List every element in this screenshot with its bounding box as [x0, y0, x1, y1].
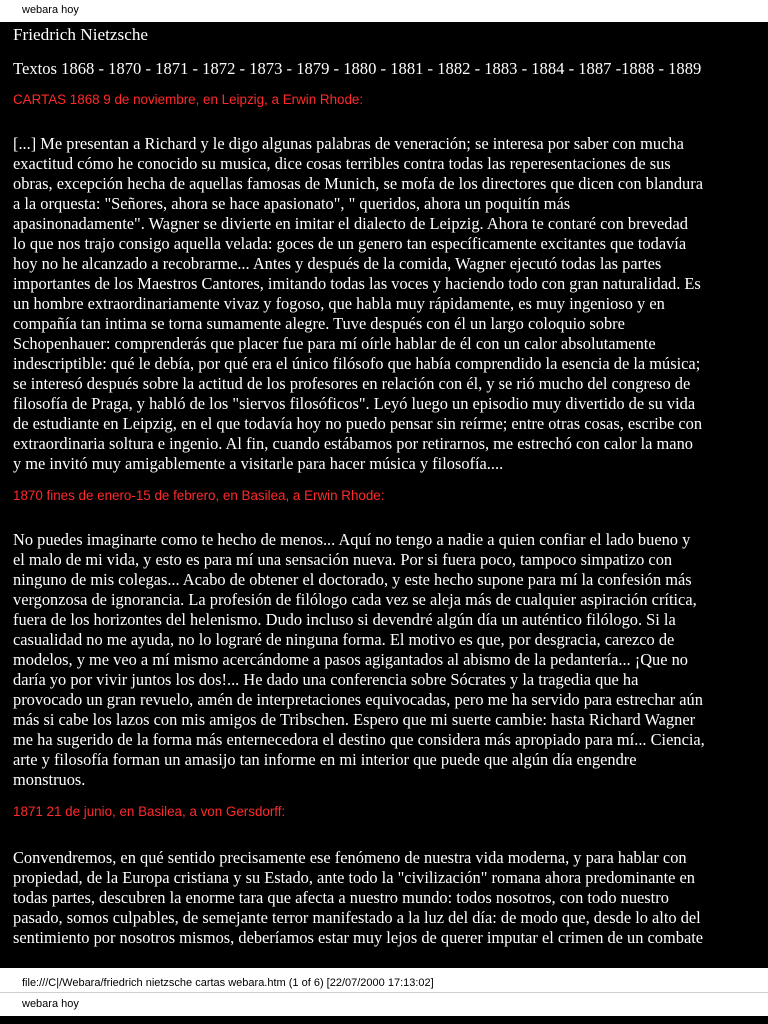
text-line: provocado un gran revuelo, amén de interpretaciones equivocadas, pero me ha servido para estrechar aún	[13, 690, 703, 709]
text-line: y me invitó muy amigablemente a visitarle para hacer música y filosofía....	[13, 454, 504, 473]
section-heading-1870: 1870 fines de enero-15 de febrero, en Basilea, a Erwin Rhode:	[13, 488, 385, 503]
text-line: daría yo por vivir juntos los dos!... He dado una conferencia sobre Sócrates y la tragedia que ha	[13, 670, 639, 689]
text-line: propiedad, de la Europa cristiana y su Estado, ante todo la "civilización" romana ahora predominante en	[13, 868, 695, 887]
text-line: obras, excepción hecha de aquellas famosas de Munich, se mofa de los directores que dicen con blandura	[13, 174, 703, 193]
document-page	[0, 22, 768, 968]
text-line: fuera de los horizontes del helenismo. Dudo incluso si devendré algún día un auténtico filólogo. Si la	[13, 610, 676, 629]
text-line: el malo de mi vida, y esto es para mí una sensación nueva. Por si fuera poco, tampoco simpatizo con	[13, 550, 673, 569]
text-line: Convendremos, en qué sentido precisamente ese fenómeno de nuestra vida moderna, y para hablar con	[13, 848, 687, 867]
next-page-header: webara hoy	[22, 998, 79, 1010]
file-path-footer: file:///C|/Webara/friedrich nietzsche cartas webara.htm (1 of 6) [22/07/2000 17:13:02]	[22, 977, 434, 989]
text-line: un hombre extraordinariamente vivaz y fogoso, que habla muy rápidamente, es muy ingenioso y en	[13, 294, 665, 313]
site-header-title: webara hoy	[22, 4, 79, 16]
text-line: vergonzosa de ignorancia. La profesión de filólogo cada vez se aleja más de cualquier aspiración crítica,	[13, 590, 697, 609]
author-title: Friedrich Nietzsche	[13, 25, 149, 44]
page-header	[0, 0, 768, 22]
text-line: a la orquesta: "Señores, ahora se hace apasionato", " queridos, ahora un poquitín más	[13, 194, 571, 213]
text-line: casualidad no me ayuda, no lo lograré de ninguna forma. El motivo es que, por desgracia, carezco de	[13, 630, 675, 649]
text-line: extraordinaria soltura e ingenio. Al fin, cuando estábamos por retirarnos, me estrechó con calor la mano	[13, 434, 693, 453]
text-line: pasado, somos culpables, de semejante terror manifestado a la luz del día: de modo que, desde lo alto del	[13, 908, 701, 927]
page-footer	[0, 968, 768, 1024]
text-line: arte y filosofía forman un amasijo tan informe en mi interior que puede que algún día engendre	[13, 750, 637, 769]
text-line: compañía tan intima se torna sumamente alegre. Tuve después con él un largo coloquio sobre	[13, 314, 625, 333]
section-heading-1871: 1871 21 de junio, en Basilea, a von Gersdorff:	[13, 804, 286, 819]
letter-1868	[13, 134, 755, 474]
text-line: de estudiante en Leipzig, en el que todavía hoy no puedo pensar sin reírme; entre otras cosas, escribe con	[13, 414, 703, 433]
next-page-strip	[0, 1016, 768, 1024]
footer-divider	[0, 992, 768, 993]
text-line: importantes de los Maestros Cantores, imitando todas las voces y haciendo todo con gran naturalidad. Es	[13, 274, 701, 293]
section-heading-1868: CARTAS 1868 9 de noviembre, en Leipzig, a Erwin Rhode:	[13, 92, 364, 107]
letter-1870	[13, 530, 755, 790]
text-line: me ha sugerido de la forma más enternecedora el destino que considera más apropiado para mí... Ciencia,	[13, 730, 705, 749]
text-line: lo que nos trajo consigo aquella velada: goces de un genero tan específicamente excitantes que todavía	[13, 234, 687, 253]
text-line: exactitud cómo he conocido su musica, dice cosas terribles contra todas las reperesentaciones de sus	[13, 154, 671, 173]
text-line: ninguno de mis colegas... Acabo de obtener el doctorado, y este hecho supone para mí la confesión más	[13, 570, 692, 589]
text-line: filosofía de Praga, y habló de los "siervos filosóficos". Leyó luego un episodio muy divertido de su vida	[13, 394, 696, 413]
text-line: Schopenhauer: comprenderás que placer fue para mí oírle hablar de él con un calor absolutamente	[13, 334, 656, 353]
text-line: más si cabe los lazos con mis amigos de Tribschen. Espero que mi suerte cambie: hasta Richard Wagner	[13, 710, 696, 729]
text-line: hoy no he alcanzado a recobrarme... Antes y después de la comida, Wagner ejecutó todas las partes	[13, 254, 662, 273]
letter-1871	[13, 848, 755, 948]
text-line: No puedes imaginarte como te hecho de menos... Aquí no tengo a nadie a quien confiar el lado bueno y	[13, 530, 691, 549]
text-line: [...] Me presentan a Richard y le digo algunas palabras de veneración; se interesa por saber con mucha	[13, 134, 684, 153]
text-line: monstruos.	[13, 770, 86, 789]
text-line: modelos, y me veo a mí mismo acercándome a pasos agigantados al abismo de la pedantería... ¡Que no	[13, 650, 688, 669]
text-line: todas partes, descubren la enorme tara que afecta a nuestro mundo: todos nosotros, con todo nuestro	[13, 888, 669, 907]
text-line: se interesó después sobre la actitud de los profesores en relación con él, y se rió mucho del congreso de	[13, 374, 691, 393]
text-line: indescriptible: qué le debía, por qué era el único filósofo que había comprendido la esencia de la música;	[13, 354, 701, 373]
text-line: apasinonadamente". Wagner se divierte en imitar el dialecto de Leipzig. Ahora te contaré con brevedad	[13, 214, 688, 233]
texts-years-line: Textos 1868 - 1870 - 1871 - 1872 - 1873 - 1879 - 1880 - 1881 - 1882 - 1883 - 1884 - 1887 -1888 - 1889	[13, 59, 702, 78]
text-line: sentimiento por nosotros mismos, deberíamos estar muy lejos de querer imputar el crimen de un combate	[13, 928, 704, 947]
